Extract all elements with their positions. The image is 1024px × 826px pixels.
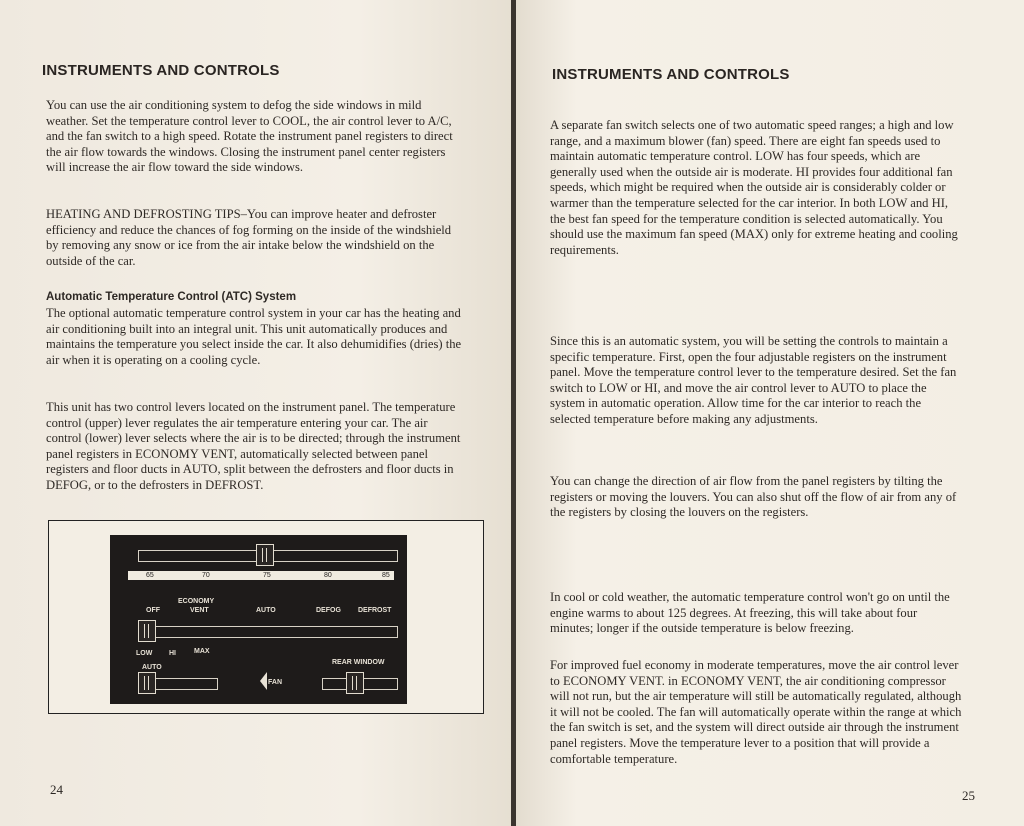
temp-label-80: 80 (324, 572, 332, 579)
right-paragraph-fuel-economy: For improved fuel economy in moderate temperatures, move the air control lever to ECONOMY VENT. in ECONOMY VENT, the air conditioning compressor will not run, but the air temperature will still be automatically regulated, although it will not be cooled. The fan will automatically operate within the range at which the fan switch is set, and the system will direct outside air through the instrument panel registers. Move the temperature lever to a position that will provide a comfortable temperature. (550, 658, 962, 766)
fan-label-low: LOW (136, 650, 153, 657)
left-page-heading: INSTRUMENTS AND CONTROLS (42, 62, 280, 79)
atc-subheading: Automatic Temperature Control (ATC) System (46, 291, 297, 303)
right-page-heading: INSTRUMENTS AND CONTROLS (552, 66, 790, 83)
right-page (516, 0, 1024, 826)
rear-window-switch-knob[interactable] (346, 672, 364, 694)
air-control-lever-knob[interactable] (138, 620, 156, 642)
rear-window-label: REAR WINDOW (332, 659, 385, 666)
page-number-left: 24 (50, 782, 63, 797)
fan-label: FAN (268, 679, 282, 686)
temperature-lever-knob[interactable] (256, 544, 274, 566)
fan-label-auto: AUTO (142, 664, 162, 671)
mode-label-vent: VENT (190, 607, 209, 614)
left-paragraph-defog: You can use the air conditioning system to defog the side windows in mild weather. Set the temperature control lever to COOL, the air control lever to A/C, and the fan switch to a high speed. Rotate the instrument panel registers to direct the air flow towards the windows. Closing the instrument panel center registers will increase the air flow toward the side windows. (46, 98, 453, 175)
fan-label-max: MAX (194, 648, 210, 655)
fan-switch-knob[interactable] (138, 672, 156, 694)
fan-arrow-icon (260, 672, 267, 690)
mode-label-defrost: DEFROST (358, 607, 392, 614)
air-control-lever-track (140, 626, 398, 638)
page-number-right: 25 (962, 788, 975, 803)
right-paragraph-automatic: Since this is an automatic system, you will be setting the controls to maintain a specific temperature. First, open the four adjustable registers on the instrument panel. Move the temperature control lever to the temperature desired. Set the fan switch to LOW or HI, and move the air control lever to AUTO to place the system in automatic operation. Allow time for the car interior to reach the selected temperature before making any adjustments. (550, 334, 957, 426)
temp-label-65: 65 (146, 572, 154, 579)
temp-label-75: 75 (263, 572, 271, 579)
left-paragraph-heating-tips: HEATING AND DEFROSTING TIPS–You can improve heater and defroster efficiency and reduce the chances of fog forming on the inside of the windshield by removing any snow or ice from the air intake below the windshield on the outside of the car. (46, 207, 452, 268)
right-paragraph-air-flow: You can change the direction of air flow from the panel registers by tilting the registers or moving the louvers. You can also shut off the flow of air from any of the registers by closing the louvers on the registers. (550, 474, 957, 520)
left-paragraph-levers: This unit has two control levers located on the instrument panel. The temperature control (upper) lever regulates the air temperature entering your car. The air control (lower) lever selects where the air is to be directed; through the instrument panel registers in ECONOMY VENT, automatically selected between panel registers and floor ducts in AUTO, split between the defrosters and floor ducts in DEFOG, or to the defrosters in DEFROST. (46, 400, 461, 492)
temp-label-85: 85 (382, 572, 390, 579)
right-paragraph-fan-switch: A separate fan switch selects one of two automatic speed ranges; a high and low range, and a maximum blower (fan) speed. There are eight fan speeds used to maintain automatic temperature control. LOW has four speeds, which are generally used when the outside air is moderate. HI provides four additional fan speeds, which might be required when the outside air is considerably colder or warmer than the temperature selected for the car interior. In both LOW and HI, the best fan speed for the temperature condition is selected automatically. You should use the maximum fan speed (MAX) only for extreme heating and cooling requirements. (550, 118, 958, 257)
right-paragraph-cold-weather: In cool or cold weather, the automatic temperature control won't go on until the engine warms to about 125 degrees. At freezing, this will take about four minutes; longer if the outside temperature is below freezing. (550, 590, 950, 636)
fan-label-hi: HI (169, 650, 176, 657)
temp-label-70: 70 (202, 572, 210, 579)
temperature-scale-band (128, 571, 394, 580)
mode-label-economy: ECONOMY (178, 598, 215, 605)
mode-label-off: OFF (146, 607, 160, 614)
atc-control-panel (110, 535, 407, 704)
mode-label-auto: AUTO (256, 607, 276, 614)
mode-label-defog: DEFOG (316, 607, 341, 614)
left-paragraph-atc: The optional automatic temperature control system in your car has the heating and air conditioning built into an integral unit. This unit automatically produces and maintains the temperature you select inside the car. It also dehumidifies (dries) the air when it is operating on a cooling cycle. (46, 306, 462, 367)
